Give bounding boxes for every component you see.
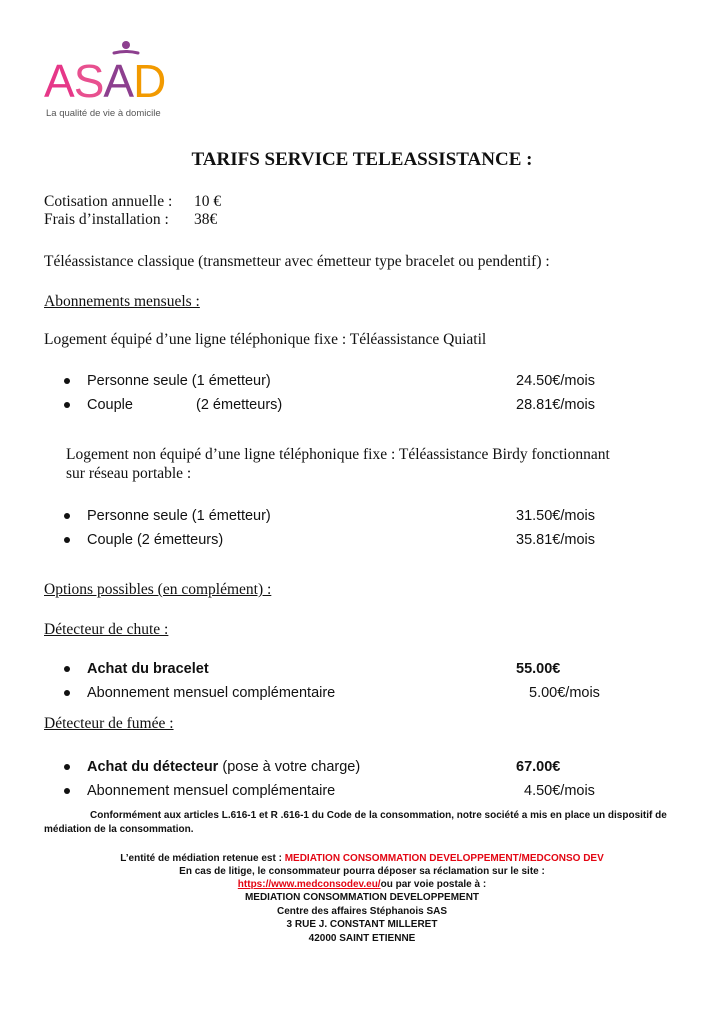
mobile-item-1-price: 31.50€/mois (516, 508, 595, 524)
mediation-url-line (0, 879, 724, 891)
mediation-entity-name: MEDIATION CONSOMMATION DEVELOPPEMENT/MEDCONSO DEV (284, 853, 604, 864)
fixed-item-1-label: Personne seule (1 émetteur) (87, 373, 271, 389)
fixed-line-heading: Logement équipé d’une ligne téléphonique fixe : Téléassistance Quiatil (44, 331, 487, 348)
address-line-3: 3 RUE J. CONSTANT MILLERET (286, 919, 438, 930)
mobile-item-2-label: Couple (2 émetteurs) (87, 532, 224, 548)
bullet-icon (64, 764, 70, 770)
smoke-subscription-price: 4.50€/mois (524, 783, 595, 799)
page-title: TARIFS SERVICE TELEASSISTANCE : (191, 149, 533, 170)
install-fee-value: 38€ (194, 211, 218, 228)
logo-tagline: La qualité de vie à domicile (46, 108, 161, 119)
bullet-icon (64, 788, 70, 794)
bullet-icon (64, 666, 70, 672)
fixed-item-2-label: Couple (87, 397, 133, 413)
litige-text: En cas de litige, le consommateur pourra déposer sa réclamation sur le site : (179, 866, 545, 877)
logo-letter-d: D (133, 55, 166, 107)
bullet-icon (64, 537, 70, 543)
mediation-entity (0, 853, 724, 865)
mediation-entity-prefix: L’entité de médiation retenue est : (120, 853, 285, 864)
smoke-purchase-note: (pose à votre charge) (218, 759, 361, 775)
smoke-purchase-price: 67.00€ (516, 759, 561, 775)
address-line-1: MEDIATION CONSOMMATION DEVELOPPEMENT (244, 892, 480, 903)
legal-notice-2: médiation de la consommation. (44, 824, 194, 835)
options-heading: Options possibles (en complément) : (44, 581, 272, 598)
fall-subscription-price: 5.00€/mois (529, 685, 600, 701)
fixed-item-2-label2: (2 émetteurs) (196, 397, 283, 413)
fixed-item-2-price: 28.81€/mois (516, 397, 595, 413)
bullet-icon (64, 690, 70, 696)
logo-letter-a2: A (103, 55, 134, 107)
fixed-item-1-price: 24.50€/mois (516, 373, 595, 389)
no-fixed-line-heading-2: sur réseau portable : (66, 465, 192, 482)
smoke-subscription-label: Abonnement mensuel complémentaire (87, 783, 336, 799)
fall-purchase-label: Achat du bracelet (87, 661, 209, 677)
address-line-4: 42000 SAINT ETIENNE (308, 933, 416, 944)
no-fixed-line-heading-1: Logement non équipé d’une ligne téléphonique fixe : Téléassistance Birdy fonctionnant (66, 446, 610, 463)
logo-letter-a1: A (44, 55, 74, 107)
asad-logo (40, 40, 190, 125)
install-fee-label: Frais d’installation : (44, 211, 169, 228)
classic-description: Téléassistance classique (transmetteur avec émetteur type bracelet ou pendentif) : (44, 253, 550, 270)
mobile-item-2-price: 35.81€/mois (516, 532, 595, 548)
smoke-detector-heading: Détecteur de fumée : (44, 715, 174, 732)
bullet-icon (64, 402, 70, 408)
bullet-icon (64, 378, 70, 384)
address-line-2: Centre des affaires Stéphanois SAS (276, 906, 448, 917)
logo-letter-s: S (73, 55, 104, 107)
smoke-purchase-line (87, 758, 360, 776)
mediation-url-suffix: ou par voie postale à : (380, 879, 487, 890)
legal-notice-1: Conformément aux articles L.616-1 et R .616-1 du Code de la consommation, notre société a mis en place un dispositif de (90, 810, 667, 821)
annual-fee-label: Cotisation annuelle : (44, 193, 173, 210)
annual-fee-value: 10 € (194, 193, 222, 210)
fall-purchase-price: 55.00€ (516, 661, 561, 677)
monthly-heading: Abonnements mensuels : (44, 293, 200, 310)
bullet-icon (64, 513, 70, 519)
smoke-purchase-label: Achat du détecteur (87, 759, 219, 775)
mediation-url-link[interactable]: https://www.medconsodev.eu/ (237, 879, 381, 890)
mobile-item-1-label: Personne seule (1 émetteur) (87, 508, 271, 524)
fall-detector-heading: Détecteur de chute : (44, 621, 169, 638)
fall-subscription-label: Abonnement mensuel complémentaire (87, 685, 336, 701)
